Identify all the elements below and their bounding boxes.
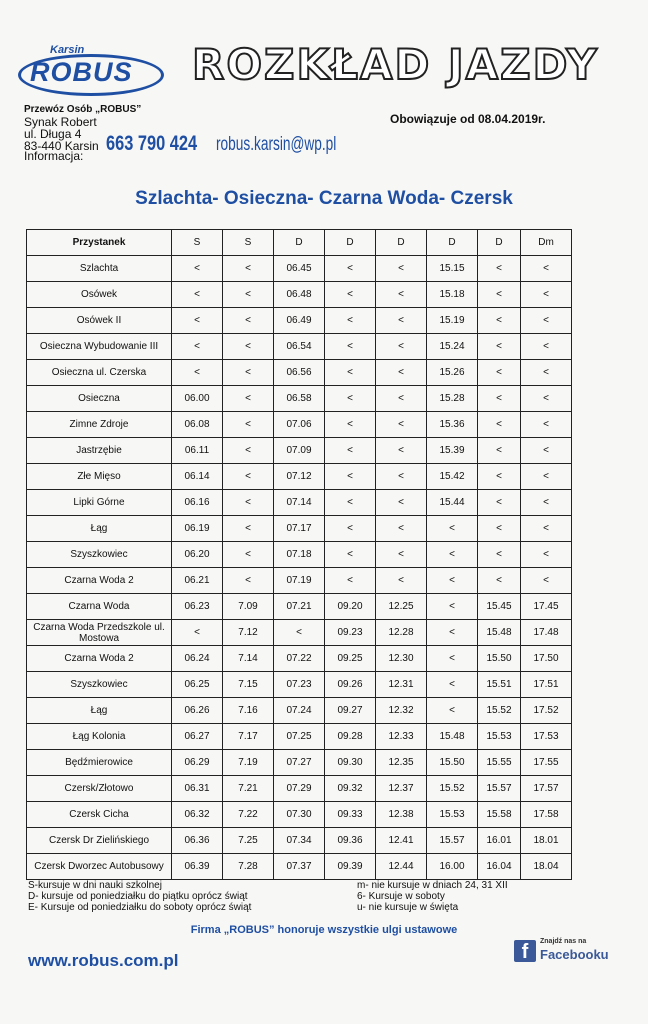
departure-time: 7.12 <box>223 620 274 646</box>
stop-name: Czarna Woda <box>27 594 172 620</box>
departure-time: 09.25 <box>325 646 376 672</box>
departure-time: 15.39 <box>427 438 478 464</box>
departure-time: < <box>427 516 478 542</box>
departure-time: 06.21 <box>172 568 223 594</box>
departure-time: 18.01 <box>521 828 572 854</box>
departure-time: 09.36 <box>325 828 376 854</box>
departure-time: < <box>223 386 274 412</box>
departure-time: 16.00 <box>427 854 478 880</box>
departure-time: 09.28 <box>325 724 376 750</box>
departure-time: 12.30 <box>376 646 427 672</box>
departure-time: 06.48 <box>274 282 325 308</box>
departure-time: 17.50 <box>521 646 572 672</box>
stop-column-header: Przystanek <box>27 230 172 256</box>
departure-time: < <box>376 308 427 334</box>
stop-name: Łąg Kolonia <box>27 724 172 750</box>
departure-time: < <box>478 308 521 334</box>
departure-time: < <box>223 360 274 386</box>
departure-time: 06.56 <box>274 360 325 386</box>
stop-name: Czersk/Złotowo <box>27 776 172 802</box>
website-link[interactable]: www.robus.com.pl <box>28 951 179 970</box>
departure-time: 15.53 <box>427 802 478 828</box>
departure-time: < <box>478 516 521 542</box>
departure-time: < <box>325 516 376 542</box>
departure-time: 17.57 <box>521 776 572 802</box>
stop-name: Łąg <box>27 516 172 542</box>
departure-time: < <box>521 412 572 438</box>
facebook-badge[interactable] <box>514 938 609 964</box>
logo-karsin-text: Karsin <box>50 44 85 56</box>
departure-time: 07.30 <box>274 802 325 828</box>
table-row <box>27 542 572 568</box>
departure-time: < <box>223 464 274 490</box>
departure-time: < <box>325 412 376 438</box>
departure-time: 7.14 <box>223 646 274 672</box>
departure-time: < <box>521 360 572 386</box>
departure-time: < <box>376 568 427 594</box>
table-row <box>27 516 572 542</box>
departure-time: 7.19 <box>223 750 274 776</box>
departure-time: < <box>325 438 376 464</box>
facebook-small-text: Znajdź nas na <box>540 938 587 945</box>
departure-time: < <box>223 568 274 594</box>
departure-time: 17.58 <box>521 802 572 828</box>
legend-e: E- Kursuje od poniedziałku do soboty oprócz świąt <box>28 902 252 913</box>
company-city: 83-440 Karsin <box>24 139 99 153</box>
valid-from: Obowiązuje od 08.04.2019r. <box>390 112 546 126</box>
departure-time: < <box>223 490 274 516</box>
departure-time: 06.24 <box>172 646 223 672</box>
departure-time: 06.31 <box>172 776 223 802</box>
departure-time: 15.48 <box>427 724 478 750</box>
departure-time: < <box>521 490 572 516</box>
departure-time: < <box>172 620 223 646</box>
stop-name: Czersk Dr Zielińskiego <box>27 828 172 854</box>
departure-time: 07.25 <box>274 724 325 750</box>
departure-time: < <box>376 490 427 516</box>
departure-time: < <box>427 594 478 620</box>
table-row <box>27 854 572 880</box>
departure-time: < <box>427 646 478 672</box>
departure-time: 07.22 <box>274 646 325 672</box>
legend-d: D- kursuje od poniedziałku do piątku oprócz świąt <box>28 891 248 902</box>
legend-right <box>357 880 508 913</box>
departure-time: 12.33 <box>376 724 427 750</box>
departure-time: 15.55 <box>478 750 521 776</box>
departure-time: 12.28 <box>376 620 427 646</box>
departure-time: < <box>325 334 376 360</box>
departure-time: 12.25 <box>376 594 427 620</box>
day-column-header: D <box>427 230 478 256</box>
departure-time: 15.44 <box>427 490 478 516</box>
company-name: Przewóz Osób „ROBUS” <box>24 104 142 115</box>
departure-time: 06.26 <box>172 698 223 724</box>
departure-time: 07.14 <box>274 490 325 516</box>
departure-time: < <box>478 334 521 360</box>
legend-left <box>28 880 251 913</box>
stop-name: Jastrzębie <box>27 438 172 464</box>
departure-time: 7.28 <box>223 854 274 880</box>
departure-time: < <box>478 438 521 464</box>
departure-time: < <box>478 490 521 516</box>
departure-time: 07.27 <box>274 750 325 776</box>
stop-name: Osieczna ul. Czerska <box>27 360 172 386</box>
stop-name: Szyszkowiec <box>27 542 172 568</box>
table-row <box>27 724 572 750</box>
departure-time: 06.54 <box>274 334 325 360</box>
stop-name: Czersk Dworzec Autobusowy <box>27 854 172 880</box>
departure-time: 09.26 <box>325 672 376 698</box>
departure-time: < <box>325 464 376 490</box>
departure-time: 07.17 <box>274 516 325 542</box>
departure-time: < <box>223 256 274 282</box>
departure-time: 15.15 <box>427 256 478 282</box>
departure-time: < <box>521 308 572 334</box>
departure-time: 07.34 <box>274 828 325 854</box>
departure-time: < <box>521 334 572 360</box>
departure-time: < <box>427 698 478 724</box>
departure-time: 12.44 <box>376 854 427 880</box>
departure-time: < <box>223 438 274 464</box>
departure-time: < <box>521 386 572 412</box>
table-row <box>27 256 572 282</box>
departure-time: 7.15 <box>223 672 274 698</box>
day-column-header: D <box>325 230 376 256</box>
table-row <box>27 672 572 698</box>
route-title: Szlachta- Osieczna- Czarna Woda- Czersk <box>135 188 513 209</box>
departure-time: < <box>376 516 427 542</box>
departure-time: 16.01 <box>478 828 521 854</box>
table-row <box>27 490 572 516</box>
legend-s: S-kursuje w dni nauki szkolnej <box>28 880 162 891</box>
departure-time: 12.37 <box>376 776 427 802</box>
stop-name: Osówek <box>27 282 172 308</box>
departure-time: 15.36 <box>427 412 478 438</box>
stop-name: Osieczna <box>27 386 172 412</box>
company-info-label: Informacja: <box>24 149 84 163</box>
departure-time: 06.36 <box>172 828 223 854</box>
stop-name: Osówek II <box>27 308 172 334</box>
departure-time: < <box>172 282 223 308</box>
departure-time: < <box>325 308 376 334</box>
departure-time: 7.09 <box>223 594 274 620</box>
departure-time: < <box>172 308 223 334</box>
departure-time: 06.14 <box>172 464 223 490</box>
departure-time: < <box>521 568 572 594</box>
departure-time: 15.57 <box>478 776 521 802</box>
departure-time: < <box>172 256 223 282</box>
departure-time: 15.48 <box>478 620 521 646</box>
departure-time: < <box>478 568 521 594</box>
departure-time: 06.39 <box>172 854 223 880</box>
stop-name: Szlachta <box>27 256 172 282</box>
departure-time: 07.18 <box>274 542 325 568</box>
departure-time: 09.23 <box>325 620 376 646</box>
departure-time: 09.32 <box>325 776 376 802</box>
table-row <box>27 750 572 776</box>
departure-time: < <box>376 412 427 438</box>
departure-time: 17.48 <box>521 620 572 646</box>
departure-time: < <box>427 620 478 646</box>
departure-time: 15.42 <box>427 464 478 490</box>
table-row <box>27 334 572 360</box>
departure-time: < <box>172 334 223 360</box>
table-row <box>27 282 572 308</box>
table-row <box>27 698 572 724</box>
departure-time: < <box>325 386 376 412</box>
departure-time: 06.32 <box>172 802 223 828</box>
company-email: robus.karsin@wp.pl <box>216 134 337 155</box>
day-column-header: D <box>478 230 521 256</box>
table-row <box>27 802 572 828</box>
departure-time: 07.37 <box>274 854 325 880</box>
departure-time: 15.53 <box>478 724 521 750</box>
departure-time: 06.45 <box>274 256 325 282</box>
departure-time: 06.25 <box>172 672 223 698</box>
departure-time: 07.19 <box>274 568 325 594</box>
departure-time: < <box>376 282 427 308</box>
departure-time: 09.33 <box>325 802 376 828</box>
departure-time: < <box>223 412 274 438</box>
departure-time: < <box>521 438 572 464</box>
departure-time: 7.16 <box>223 698 274 724</box>
departure-time: < <box>427 672 478 698</box>
company-street: ul. Długa 4 <box>24 127 82 141</box>
day-column-header: D <box>274 230 325 256</box>
departure-time: < <box>376 334 427 360</box>
departure-time: < <box>478 360 521 386</box>
departure-time: 15.24 <box>427 334 478 360</box>
departure-time: < <box>478 542 521 568</box>
departure-time: < <box>427 568 478 594</box>
company-owner: Synak Robert <box>24 115 97 129</box>
departure-time: < <box>521 256 572 282</box>
departure-time: 06.16 <box>172 490 223 516</box>
departure-time: < <box>325 490 376 516</box>
departure-time: < <box>376 386 427 412</box>
departure-time: 07.24 <box>274 698 325 724</box>
departure-time: < <box>376 464 427 490</box>
departure-time: < <box>223 334 274 360</box>
facebook-label: Facebooku <box>540 947 609 962</box>
day-column-header: S <box>223 230 274 256</box>
departure-time: 7.21 <box>223 776 274 802</box>
departure-time: < <box>223 282 274 308</box>
table-row <box>27 776 572 802</box>
table-row <box>27 386 572 412</box>
departure-time: < <box>427 542 478 568</box>
departure-time: 7.22 <box>223 802 274 828</box>
departure-time: < <box>325 256 376 282</box>
departure-time: < <box>478 282 521 308</box>
departure-time: 06.29 <box>172 750 223 776</box>
departure-time: < <box>521 516 572 542</box>
departure-time: 06.20 <box>172 542 223 568</box>
departure-time: 15.51 <box>478 672 521 698</box>
departure-time: 07.06 <box>274 412 325 438</box>
timetable-header-row <box>27 230 572 256</box>
departure-time: 06.11 <box>172 438 223 464</box>
departure-time: 07.12 <box>274 464 325 490</box>
stop-name: Łąg <box>27 698 172 724</box>
day-column-header: S <box>172 230 223 256</box>
departure-time: 15.18 <box>427 282 478 308</box>
departure-time: 06.58 <box>274 386 325 412</box>
departure-time: < <box>478 464 521 490</box>
departure-time: < <box>521 282 572 308</box>
departure-time: < <box>325 360 376 386</box>
departure-time: 12.38 <box>376 802 427 828</box>
departure-time: 15.19 <box>427 308 478 334</box>
departure-time: < <box>325 568 376 594</box>
departure-time: 09.27 <box>325 698 376 724</box>
stop-name: Osieczna Wybudowanie III <box>27 334 172 360</box>
departure-time: 07.29 <box>274 776 325 802</box>
departure-time: 07.09 <box>274 438 325 464</box>
departure-time: 17.55 <box>521 750 572 776</box>
departure-time: < <box>521 464 572 490</box>
departure-time: 7.25 <box>223 828 274 854</box>
departure-time: < <box>478 256 521 282</box>
legend-m: m- nie kursuje w dniach 24, 31 XII <box>357 880 508 891</box>
departure-time: 12.31 <box>376 672 427 698</box>
departure-time: 12.41 <box>376 828 427 854</box>
table-row <box>27 412 572 438</box>
departure-time: 16.04 <box>478 854 521 880</box>
stop-name: Czarna Woda Przedszkole ul. Mostowa <box>27 620 172 646</box>
table-row <box>27 568 572 594</box>
table-row <box>27 308 572 334</box>
departure-time: 15.45 <box>478 594 521 620</box>
departure-time: 09.20 <box>325 594 376 620</box>
table-row <box>27 464 572 490</box>
departure-time: < <box>376 542 427 568</box>
table-row <box>27 438 572 464</box>
departure-time: 12.32 <box>376 698 427 724</box>
departure-time: 15.58 <box>478 802 521 828</box>
departure-time: 15.52 <box>478 698 521 724</box>
stop-name: Zimne Zdroje <box>27 412 172 438</box>
departure-time: 15.26 <box>427 360 478 386</box>
departure-time: 09.39 <box>325 854 376 880</box>
departure-time: 15.52 <box>427 776 478 802</box>
day-column-header: D <box>376 230 427 256</box>
departure-time: 12.35 <box>376 750 427 776</box>
departure-time: 07.23 <box>274 672 325 698</box>
departure-time: < <box>325 542 376 568</box>
departure-time: 15.57 <box>427 828 478 854</box>
departure-time: 17.45 <box>521 594 572 620</box>
departure-time: 06.00 <box>172 386 223 412</box>
departure-time: < <box>376 438 427 464</box>
departure-time: < <box>223 308 274 334</box>
page-title: ROZKŁAD JAZDY <box>192 40 599 89</box>
departure-time: 06.27 <box>172 724 223 750</box>
stop-name: Złe Mięso <box>27 464 172 490</box>
departure-time: 18.04 <box>521 854 572 880</box>
departure-time: < <box>172 360 223 386</box>
departure-time: < <box>376 360 427 386</box>
facebook-icon: f <box>514 940 536 962</box>
departure-time: < <box>376 256 427 282</box>
robus-logo <box>10 40 160 98</box>
departure-time: < <box>223 516 274 542</box>
stop-name: Będźmierowice <box>27 750 172 776</box>
departure-time: 15.28 <box>427 386 478 412</box>
departure-time: 06.19 <box>172 516 223 542</box>
discount-notice: Firma „ROBUS” honoruje wszystkie ulgi ustawowe <box>190 924 458 936</box>
departure-time: < <box>521 542 572 568</box>
departure-time: 09.30 <box>325 750 376 776</box>
stop-name: Czarna Woda 2 <box>27 646 172 672</box>
departure-time: 7.17 <box>223 724 274 750</box>
departure-time: < <box>478 386 521 412</box>
departure-time: 07.21 <box>274 594 325 620</box>
stop-name: Szyszkowiec <box>27 672 172 698</box>
departure-time: < <box>325 282 376 308</box>
departure-time: 06.49 <box>274 308 325 334</box>
table-row <box>27 360 572 386</box>
departure-time: < <box>478 412 521 438</box>
table-row <box>27 620 572 646</box>
company-phone: 663 790 424 <box>106 132 198 155</box>
departure-time: 06.08 <box>172 412 223 438</box>
table-row <box>27 828 572 854</box>
departure-time: < <box>223 542 274 568</box>
departure-time: 17.51 <box>521 672 572 698</box>
logo-robus-text: ROBUS <box>30 57 133 87</box>
departure-time: < <box>274 620 325 646</box>
departure-time: 15.50 <box>427 750 478 776</box>
legend-6: 6- Kursuje w soboty <box>357 891 445 902</box>
stop-name: Czarna Woda 2 <box>27 568 172 594</box>
stop-name: Czersk Cicha <box>27 802 172 828</box>
departure-time: 15.50 <box>478 646 521 672</box>
timetable <box>26 229 572 880</box>
table-row <box>27 594 572 620</box>
day-column-header: Dm <box>521 230 572 256</box>
departure-time: 17.52 <box>521 698 572 724</box>
departure-time: 06.23 <box>172 594 223 620</box>
stop-name: Lipki Górne <box>27 490 172 516</box>
departure-time: 17.53 <box>521 724 572 750</box>
table-row <box>27 646 572 672</box>
legend-u: u- nie kursuje w święta <box>357 902 459 913</box>
